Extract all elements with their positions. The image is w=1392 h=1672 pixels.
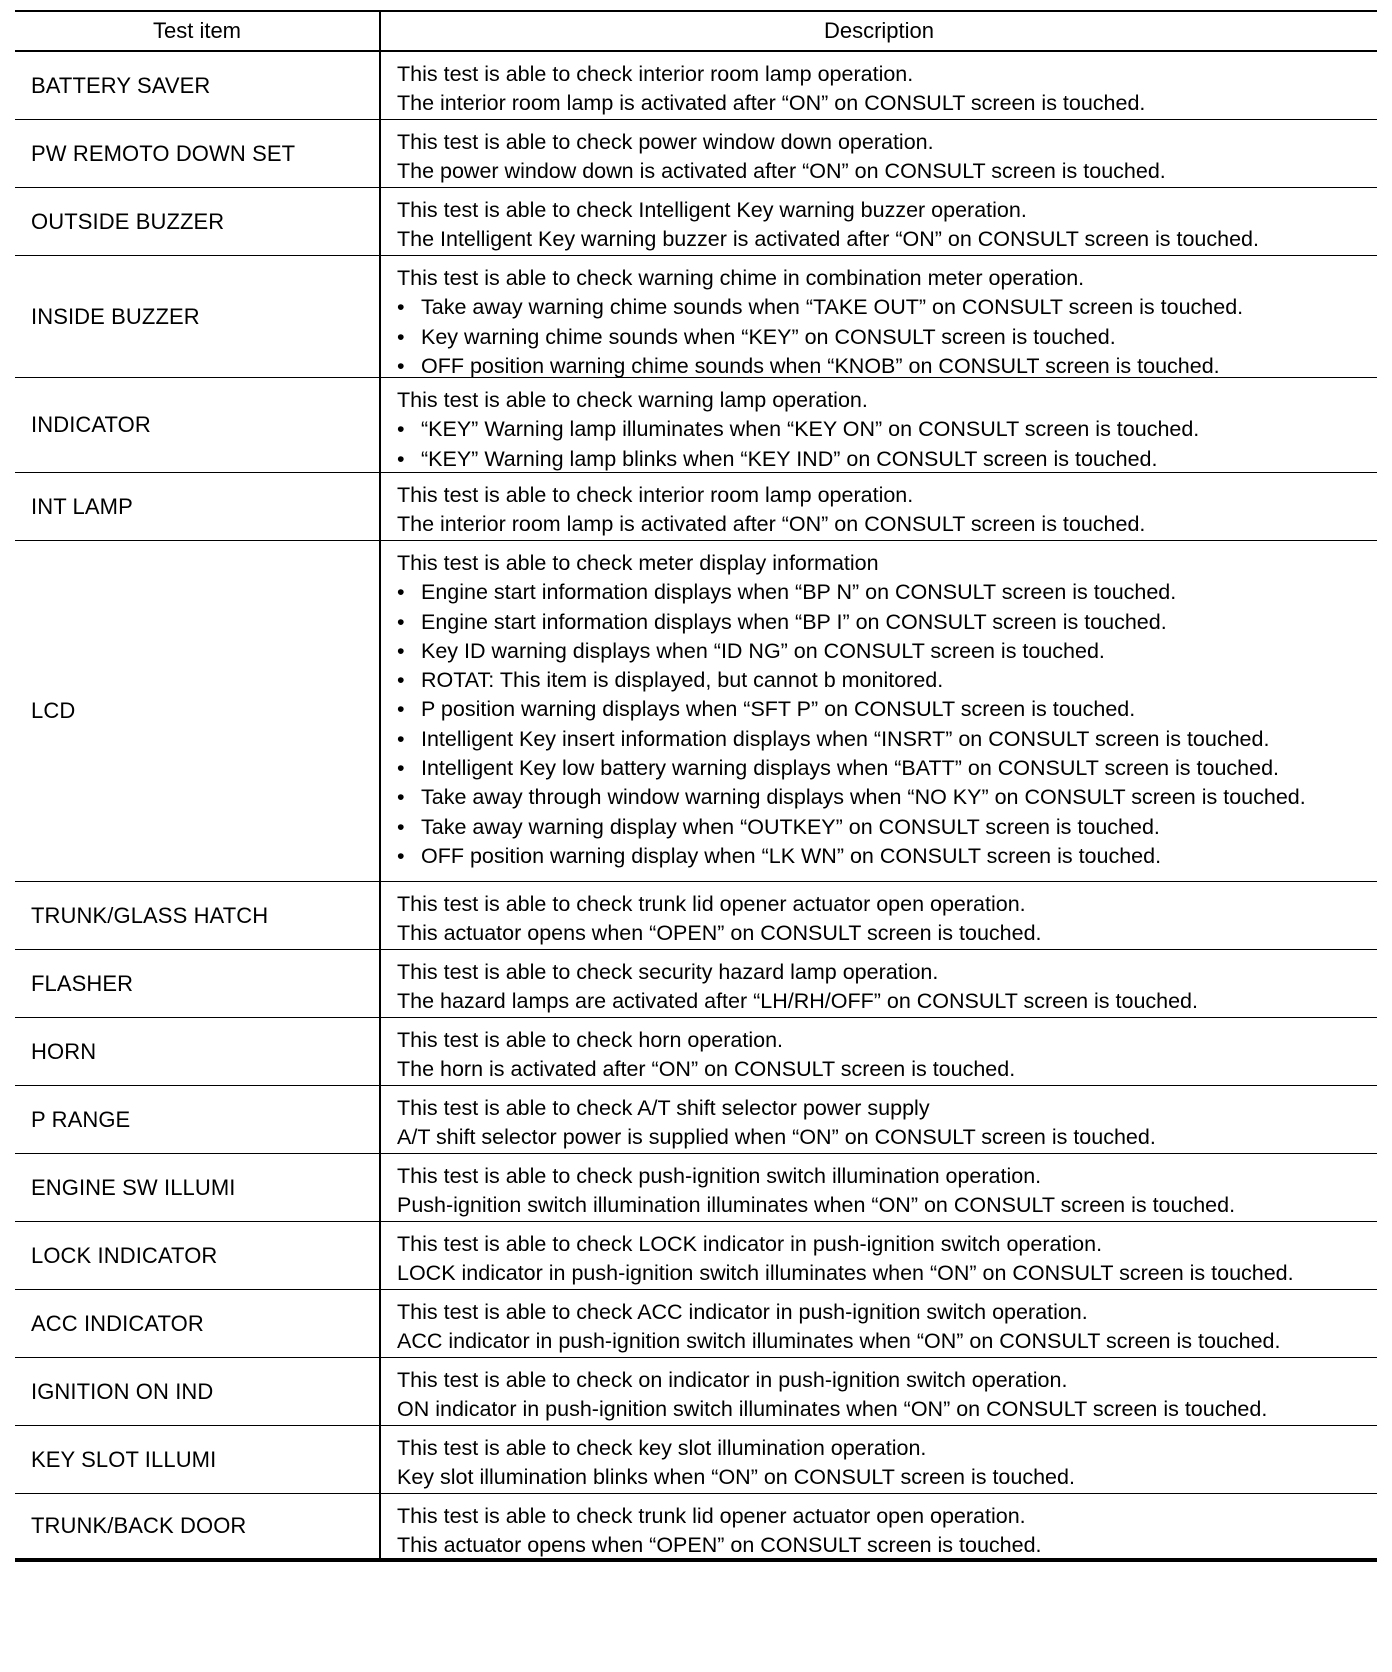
description-cell [381,950,1377,1017]
description-line: A/T shift selector power is supplied when “ON” on CONSULT screen is touched. [397,1125,1156,1150]
description-cell [381,1494,1377,1558]
table-row [15,1222,1377,1290]
description-bullet [397,445,1369,474]
description-bullet [397,695,1369,724]
description-line: ON indicator in push-ignition switch illuminates when “ON” on CONSULT screen is touched. [397,1397,1268,1422]
table-row [15,541,1377,882]
table-row [15,256,1377,378]
description-bullet [397,293,1369,322]
description-line: This test is able to check interior room lamp operation. [397,483,914,507]
description-bullet [397,608,1369,637]
bullet-dot-icon: • [397,726,405,751]
test-item-cell: KEY SLOT ILLUMI [15,1426,381,1493]
description-line: This test is able to check LOCK indicator in push-ignition switch operation. [397,1232,1103,1256]
bullet-text: Take away warning chime sounds when “TAKE OUT” on CONSULT screen is touched. [421,295,1244,320]
description-line: This test is able to check interior room lamp operation. [397,62,914,86]
description-line: This test is able to check A/T shift selector power supply [397,1096,930,1120]
bullet-dot-icon: • [397,756,405,781]
description-line: The interior room lamp is activated after “ON” on CONSULT screen is touched. [397,512,1146,537]
test-item-cell: TRUNK/GLASS HATCH [15,882,381,949]
bullet-text: Engine start information displays when “BP I” on CONSULT screen is touched. [421,609,1167,634]
test-item-cell: HORN [15,1018,381,1085]
bullet-dot-icon: • [397,843,405,868]
header-description: Description [823,18,935,43]
description-bullet [397,415,1369,444]
test-item-cell: BATTERY SAVER [15,52,381,119]
description-cell [381,1358,1377,1425]
description-line: This test is able to check power window down operation. [397,130,934,154]
description-cell [381,541,1377,881]
bullet-text: Intelligent Key insert information displays when “INSRT” on CONSULT screen is touched. [421,726,1270,751]
description-cell [381,1290,1377,1357]
description-line: The power window down is activated after “ON” on CONSULT screen is touched. [397,159,1166,184]
bullet-text: Key ID warning displays when “ID NG” on CONSULT screen is touched. [421,638,1105,663]
bullet-text: Take away warning display when “OUTKEY” on CONSULT screen is touched. [421,814,1160,839]
description-line: This test is able to check key slot illumination operation. [397,1436,927,1460]
table-row [15,378,1377,473]
description-line: The horn is activated after “ON” on CONSULT screen is touched. [397,1057,1016,1082]
description-bullet [397,813,1369,842]
test-item-cell: INT LAMP [15,473,381,540]
description-line: This test is able to check ACC indicator in push-ignition switch operation. [397,1300,1088,1324]
bullet-dot-icon: • [397,324,405,349]
bullet-dot-icon: • [397,295,405,320]
test-item-cell: ACC INDICATOR [15,1290,381,1357]
description-line: The Intelligent Key warning buzzer is activated after “ON” on CONSULT screen is touched. [397,227,1259,252]
description-bullet [397,578,1369,607]
description-line: This test is able to check trunk lid opener actuator open operation. [397,1504,1026,1528]
description-cell [381,120,1377,187]
test-item-cell: OUTSIDE BUZZER [15,188,381,255]
description-line: This test is able to check Intelligent Key warning buzzer operation. [397,198,1027,222]
description-bullet [397,842,1369,871]
bullet-text: OFF position warning chime sounds when “KNOB” on CONSULT screen is touched. [421,353,1220,378]
bullet-text: Key warning chime sounds when “KEY” on CONSULT screen is touched. [421,324,1116,349]
table-row [15,950,1377,1018]
description-cell [381,473,1377,540]
description-cell [381,1086,1377,1153]
description-bullet [397,323,1369,352]
test-item-cell: TRUNK/BACK DOOR [15,1494,381,1558]
bullet-text: Engine start information displays when “BP N” on CONSULT screen is touched. [421,580,1177,605]
description-bullet [397,666,1369,695]
bullet-text: ROTAT: This item is displayed, but cannot b monitored. [421,668,944,693]
header-test-item: Test item [15,12,381,50]
description-line: The hazard lamps are activated after “LH/RH/OFF” on CONSULT screen is touched. [397,989,1198,1014]
test-item-cell: P RANGE [15,1086,381,1153]
table-row [15,1358,1377,1426]
test-item-cell: IGNITION ON IND [15,1358,381,1425]
description-line: This test is able to check warning chime in combination meter operation. [397,266,1085,290]
table-row [15,473,1377,541]
description-line: This test is able to check warning lamp operation. [397,388,868,412]
table-row [15,882,1377,950]
bullet-text: OFF position warning display when “LK WN” on CONSULT screen is touched. [421,843,1162,868]
bullet-dot-icon: • [397,668,405,693]
description-cell [381,378,1377,472]
description-line: This test is able to check meter display information [397,551,879,575]
test-item-cell: INDICATOR [15,378,381,472]
bullet-text: Take away through window warning displays when “NO KY” on CONSULT screen is touched. [421,785,1306,810]
active-test-table [15,10,1377,1562]
table-row [15,1290,1377,1358]
description-bullet [397,725,1369,754]
description-bullet [397,754,1369,783]
description-cell [381,882,1377,949]
table-row [15,52,1377,120]
description-line: This test is able to check trunk lid opener actuator open operation. [397,892,1026,916]
table-row [15,1426,1377,1494]
test-item-cell: PW REMOTO DOWN SET [15,120,381,187]
description-bullet [397,783,1369,812]
description-line: Key slot illumination blinks when “ON” on CONSULT screen is touched. [397,1465,1075,1490]
bullet-text: P position warning displays when “SFT P” on CONSULT screen is touched. [421,697,1136,722]
description-cell [381,188,1377,255]
table-row [15,120,1377,188]
bullet-dot-icon: • [397,609,405,634]
bullet-text: Intelligent Key low battery warning displays when “BATT” on CONSULT screen is touched. [421,756,1279,781]
description-line: This test is able to check push-ignition switch illumination operation. [397,1164,1042,1188]
bullet-text: “KEY” Warning lamp blinks when “KEY IND” on CONSULT screen is touched. [421,446,1158,471]
bullet-dot-icon: • [397,814,405,839]
description-bullet [397,637,1369,666]
description-cell [381,1154,1377,1221]
description-line: This test is able to check horn operation. [397,1028,784,1052]
table-body [15,52,1377,1562]
description-line: This actuator opens when “OPEN” on CONSULT screen is touched. [397,1533,1042,1558]
test-item-cell: LCD [15,541,381,881]
table-row [15,1154,1377,1222]
description-cell [381,52,1377,119]
table-header [15,10,1377,52]
bullet-text: “KEY” Warning lamp illuminates when “KEY ON” on CONSULT screen is touched. [421,417,1200,442]
bullet-dot-icon: • [397,446,405,471]
table-row [15,1018,1377,1086]
test-item-cell: INSIDE BUZZER [15,256,381,377]
description-cell [381,1222,1377,1289]
bullet-dot-icon: • [397,697,405,722]
bullet-dot-icon: • [397,353,405,378]
description-line: This actuator opens when “OPEN” on CONSULT screen is touched. [397,921,1042,946]
description-line: ACC indicator in push-ignition switch illuminates when “ON” on CONSULT screen is touched. [397,1329,1281,1354]
description-bullet [397,352,1369,381]
test-item-cell: ENGINE SW ILLUMI [15,1154,381,1221]
description-cell [381,256,1377,377]
table-row [15,1086,1377,1154]
bullet-dot-icon: • [397,417,405,442]
description-line: The interior room lamp is activated after “ON” on CONSULT screen is touched. [397,91,1146,116]
bullet-dot-icon: • [397,785,405,810]
test-item-cell: LOCK INDICATOR [15,1222,381,1289]
table-row [15,188,1377,256]
description-line: This test is able to check on indicator in push-ignition switch operation. [397,1368,1068,1392]
description-cell [381,1018,1377,1085]
description-line: Push-ignition switch illumination illuminates when “ON” on CONSULT screen is touched. [397,1193,1236,1218]
description-cell [381,1426,1377,1493]
description-line: This test is able to check security hazard lamp operation. [397,960,939,984]
test-item-cell: FLASHER [15,950,381,1017]
table-row [15,1494,1377,1562]
bullet-dot-icon: • [397,638,405,663]
description-line: LOCK indicator in push-ignition switch illuminates when “ON” on CONSULT screen is touched. [397,1261,1294,1286]
bullet-dot-icon: • [397,580,405,605]
